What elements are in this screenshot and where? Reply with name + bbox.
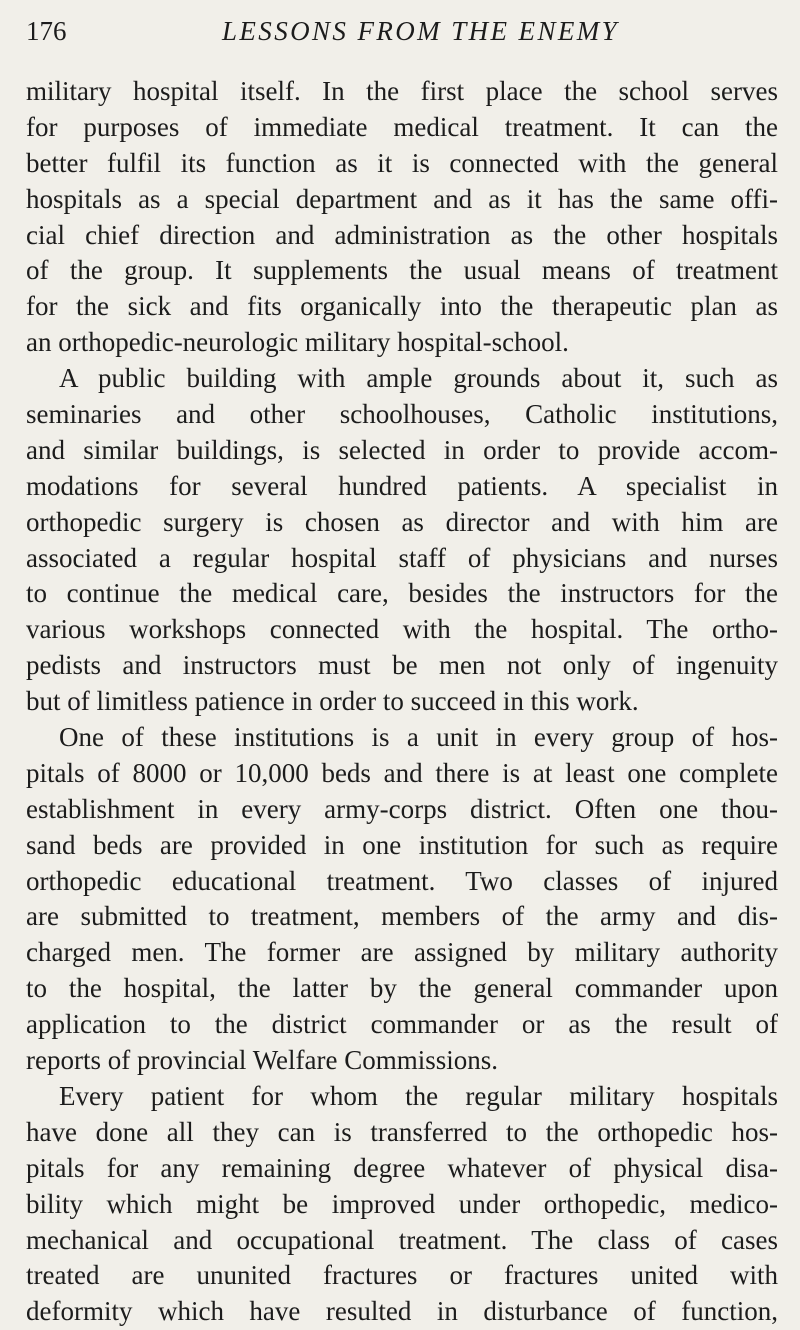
text-line: sand beds are provided in one institution for such as require (26, 829, 778, 860)
page-header (26, 16, 778, 52)
text-line: charged men. The former are assigned by military authority (26, 937, 778, 968)
paragraph-start-line: Every patient for whom the regular military hospitals (59, 1080, 778, 1111)
text-line: pitals of 8000 or 10,000 beds and there is at least one complete (26, 757, 778, 788)
text-line: treated are ununited fractures or fractures united with (26, 1260, 778, 1291)
text-line: orthopedic surgery is chosen as director and with him are (26, 506, 778, 537)
text-line: mechanical and occupational treatment. The class of cases (26, 1224, 778, 1255)
text-line: pitals for any remaining degree whatever of physical disa- (26, 1152, 778, 1183)
text-line: pedists and instructors must be men not only of ingenuity (26, 650, 778, 681)
text-line: application to the district commander or as the result of (26, 1009, 778, 1040)
text-line: of the group. It supplements the usual means of treatment (26, 255, 778, 286)
paragraph-start-line: One of these institutions is a unit in every group of hos- (59, 722, 778, 753)
text-line: orthopedic educational treatment. Two classes of injured (26, 865, 778, 896)
text-line: deformity which have resulted in disturbance of function, (26, 1296, 778, 1327)
text-line: associated a regular hospital staff of physicians and nurses (26, 542, 778, 573)
text-line: various workshops connected with the hospital. The ortho- (26, 614, 778, 645)
text-line: for purposes of immediate medical treatment. It can the (26, 111, 778, 142)
paragraph-start-line: A public building with ample grounds about it, such as (59, 363, 778, 394)
text-line: but of limitless patience in order to succeed in this work. (26, 686, 639, 717)
page-number: 176 (26, 16, 67, 46)
text-line: military hospital itself. In the first place the school serves (26, 76, 778, 106)
text-line: and similar buildings, is selected in order to provide accom- (26, 434, 778, 465)
text-line: bility which might be improved under orthopedic, medico- (26, 1188, 778, 1219)
text-line: are submitted to treatment, members of the army and dis- (26, 901, 778, 932)
text-line: reports of provincial Welfare Commissions. (26, 1045, 498, 1076)
text-line: cial chief direction and administration as the other hospitals (26, 219, 778, 250)
body-text (26, 74, 778, 1330)
text-line: to continue the medical care, besides the instructors for the (26, 578, 778, 609)
text-line: to the hospital, the latter by the general commander upon (26, 973, 778, 1004)
text-line: better fulfil its function as it is connected with the general (26, 147, 778, 178)
running-head: LESSONS FROM THE ENEMY (222, 16, 620, 46)
text-line: seminaries and other schoolhouses, Catholic institutions, (26, 399, 778, 430)
text-line: for the sick and fits organically into the therapeutic plan as (26, 291, 778, 322)
text-line: have done all they can is transferred to the orthopedic hos- (26, 1116, 778, 1147)
text-line: an orthopedic-neurologic military hospital-school. (26, 327, 569, 358)
text-line: establishment in every army-corps district. Often one thou- (26, 793, 778, 824)
text-line: hospitals as a special department and as it has the same offi- (26, 183, 778, 214)
text-line: modations for several hundred patients. A specialist in (26, 470, 778, 501)
